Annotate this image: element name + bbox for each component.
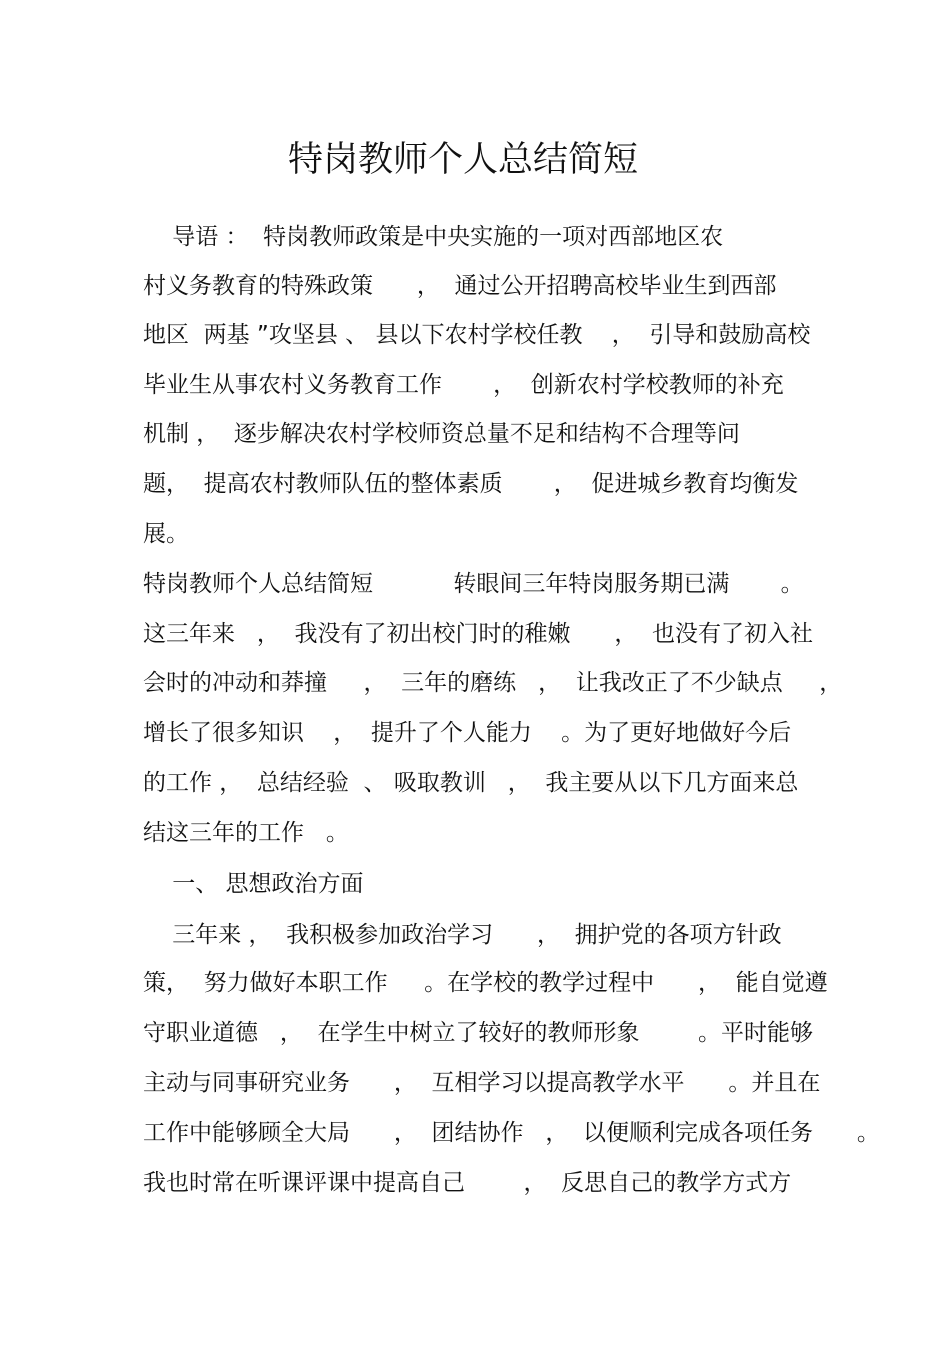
body-line: 会时的冲动和莽撞 ， 三年的磨练 ， 让我改正了不少缺点 ， bbox=[143, 670, 843, 696]
body-line: 工作中能够顾全大局 ， 团结协作 ， 以便顺利完成各项任务 。 bbox=[143, 1120, 880, 1146]
body-line: 主动与同事研究业务 ， 互相学习以提高教学水平 。并且在 bbox=[143, 1070, 821, 1096]
section-heading: 一、 思想政治方面 bbox=[143, 871, 364, 897]
body-line: 策， 努力做好本职工作 。在学校的教学过程中 ， 能自觉遵 bbox=[143, 970, 828, 996]
body-line: 我也时常在听课评课中提高自己 ， 反思自己的教学方式方 bbox=[143, 1170, 792, 1196]
body-line: 导语 ： 特岗教师政策是中央实施的一项对西部地区农 bbox=[143, 224, 724, 250]
body-line: 题， 提高农村教师队伍的整体素质 ， 促进城乡教育均衡发 bbox=[143, 471, 799, 497]
body-line: 守职业道德 ， 在学生中树立了较好的教师形象 。平时能够 bbox=[143, 1020, 814, 1046]
body-line: 毕业生从事农村义务教育工作 ， 创新农村学校教师的补充 bbox=[143, 372, 784, 398]
body-line: 三年来 ， 我积极参加政治学习 ， 拥护党的各项方针政 bbox=[143, 922, 782, 948]
document-title: 特岗教师个人总结简短 bbox=[287, 140, 638, 180]
body-line: 村义务教育的特殊政策 ， 通过公开招聘高校毕业生到西部 bbox=[143, 273, 777, 299]
body-line: 机制 ， 逐步解决农村学校师资总量不足和结构不合理等问 bbox=[143, 421, 740, 447]
body-line: 结这三年的工作 。 bbox=[143, 820, 349, 846]
body-line: 的工作 ， 总结经验 、 吸取教训 ， 我主要从以下几方面来总 bbox=[143, 770, 799, 796]
body-line: 展。 bbox=[143, 521, 189, 547]
body-line: 地区 两基 ”攻坚县 、 县以下农村学校任教 ， 引导和鼓励高校 bbox=[143, 322, 811, 348]
body-line: 特岗教师个人总结简短 转眼间三年特岗服务期已满 。 bbox=[143, 571, 804, 597]
body-line: 这三年来 ， 我没有了初出校门时的稚嫩 ， 也没有了初入社 bbox=[143, 621, 814, 647]
body-line: 增长了很多知识 ， 提升了个人能力 。为了更好地做好今后 bbox=[143, 720, 792, 746]
